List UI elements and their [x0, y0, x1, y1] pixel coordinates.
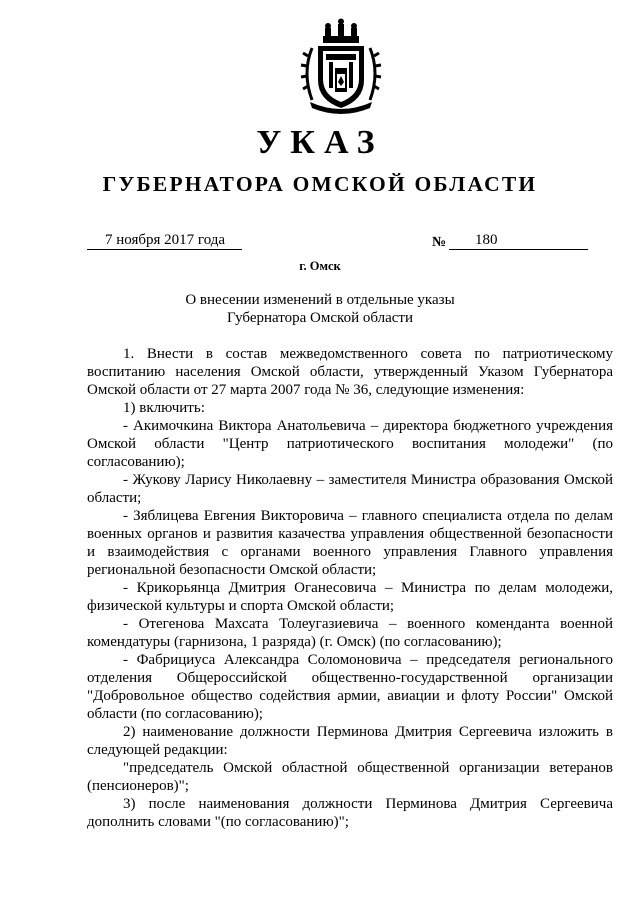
document-date: 7 ноября 2017 года: [87, 232, 242, 250]
paragraph: 2) наименование должности Перминова Дмитрия Сергеевича изложить в следующей редакции:: [87, 724, 613, 758]
heading-line: Губернатора Омской области: [227, 310, 413, 326]
paragraph: 3) после наименования должности Перминова Дмитрия Сергеевича дополнить словами "(по согласованию)";: [87, 796, 613, 830]
document-body: [87, 345, 613, 831]
paragraph: - Крикорьянца Дмитрия Оганесовича – Министра по делам молодежи, физической культуры и спорта Омской области;: [87, 580, 613, 614]
paragraph: - Акимочкина Виктора Анатольевича – директора бюджетного учреждения Омской области "Центр патриотического воспитания молодежи" (по согласованию);: [87, 418, 613, 470]
number-label: №: [432, 235, 447, 250]
paragraph: - Фабрициуса Александра Соломоновича – председателя регионального отделения Общероссийской общественно-государственной организации "Добровольное общество содействия армии, авиации и флоту России" Омской области (по согласованию);: [87, 652, 613, 722]
paragraph: 1. Внести в состав межведомственного совета по патриотическому воспитанию населения Омской области, утвержденный Указом Губернатора Омской области от 27 марта 2007 года № 36, следующие изменения:: [87, 346, 613, 398]
document-heading: [0, 291, 640, 327]
document-title: УКАЗ: [256, 124, 384, 161]
paragraph: - Отегенова Махсата Толеугазиевича – военного коменданта военной комендатуры (гарнизона, 1 разряда) (г. Омск) (по согласованию);: [87, 616, 613, 650]
document-number: 180: [449, 232, 588, 250]
heading-line: О внесении изменений в отдельные указы: [185, 292, 455, 308]
shield-icon: [318, 46, 364, 108]
paragraph: 1) включить:: [123, 400, 205, 416]
paragraph: "председатель Омской областной общественной организации ветеранов (пенсионеров)";: [87, 760, 613, 794]
paragraph: - Зяблицева Евгения Викторовича – главного специалиста отдела по делам военных органов и развития казачества управления общественной безопасности и взаимодействия с органами военного управления Главного управления региональной безопасности Омской области;: [87, 508, 613, 578]
document-city: г. Омск: [299, 259, 341, 273]
paragraph: - Жукову Ларису Николаевну – заместителя Министра образования Омской области;: [87, 472, 613, 506]
document-subtitle: ГУБЕРНАТОРА ОМСКОЙ ОБЛАСТИ: [102, 172, 538, 196]
omsk-coat-of-arms-emblem: [298, 18, 384, 114]
crown-icon: [323, 19, 359, 44]
